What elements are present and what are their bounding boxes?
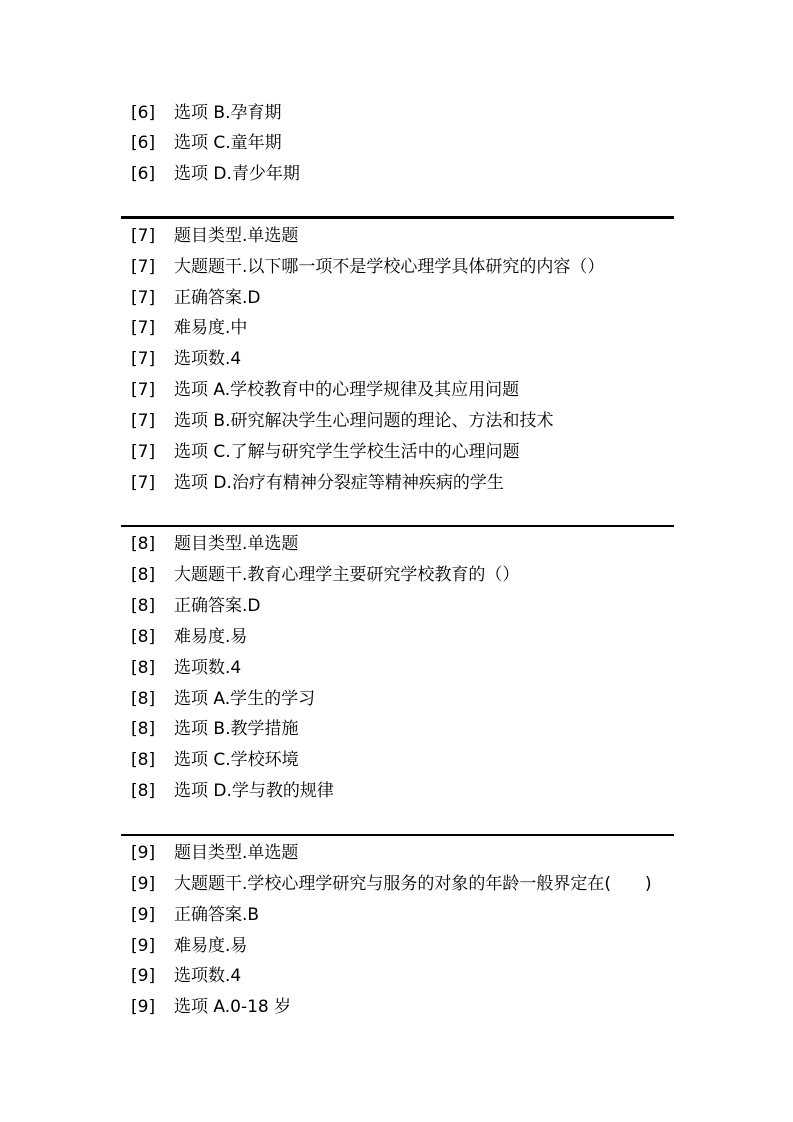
line-number: [8] [131,750,156,770]
line-text: 选项 B.研究解决学生心理问题的理论、方法和技术 [174,411,554,431]
line-text: 选项 D.治疗有精神分裂症等精神疾病的学生 [174,473,504,493]
block8-line-1 [131,532,298,556]
line-text: 选项 A.学生的学习 [174,689,316,709]
line-number: [8] [131,719,156,739]
block6-line-2 [131,131,282,155]
line-number: [9] [131,966,156,986]
line-text: 选项 D.青少年期 [174,164,300,184]
line-number: [8] [131,781,156,801]
line-number: [6] [131,133,156,153]
line-text: 选项 C.了解与研究学生学校生活中的心理问题 [174,442,520,462]
line-number: [7] [131,442,156,462]
block7-line-2 [131,255,604,279]
line-text: 大题题干.以下哪一项不是学校心理学具体研究的内容（） [174,257,605,277]
block8-line-9 [131,779,334,803]
line-number: [7] [131,411,156,431]
line-text: 选项 A.学校教育中的心理学规律及其应用问题 [174,380,520,400]
line-text: 选项 D.学与教的规律 [174,781,334,801]
block9-line-4 [131,934,247,958]
line-number: [7] [131,380,156,400]
block7-line-4 [131,316,247,340]
block7-line-3 [131,286,261,310]
block9-line-1 [131,841,298,865]
block7-line-1 [131,224,298,248]
block8-line-7 [131,717,298,741]
block9-line-3 [131,903,259,927]
separator-rule [121,216,674,219]
line-text: 选项数.4 [174,658,242,678]
block9-line-5 [131,964,241,988]
block8-line-3 [131,594,261,618]
line-number: [9] [131,874,156,894]
line-number: [9] [131,997,156,1017]
line-text: 正确答案.D [174,596,261,616]
block7-line-8 [131,440,520,464]
line-number: [6] [131,103,156,123]
block9-line-6 [131,995,291,1019]
line-number: [7] [131,288,156,308]
line-text: 正确答案.B [174,905,260,925]
line-text: 正确答案.D [174,288,261,308]
line-number: [7] [131,473,156,493]
line-number: [7] [131,349,156,369]
line-number: [9] [131,936,156,956]
line-number: [8] [131,627,156,647]
line-number: [8] [131,596,156,616]
block7-line-7 [131,409,553,433]
line-number: [8] [131,658,156,678]
line-text: 选项 A.0-18 岁 [174,997,292,1017]
line-text: 题目类型.单选题 [174,843,299,863]
block7-line-5 [131,347,241,371]
block6-line-3 [131,162,300,186]
line-text: 难易度.易 [174,627,248,647]
block8-line-8 [131,748,299,772]
separator-rule [121,525,674,527]
line-text: 题目类型.单选题 [174,534,299,554]
line-text: 大题题干.教育心理学主要研究学校教育的（） [174,565,520,585]
block8-line-6 [131,687,315,711]
line-number: [6] [131,164,156,184]
separator-rule [121,834,674,836]
block7-line-9 [131,471,504,495]
line-text: 选项 C.学校环境 [174,750,299,770]
line-text: 难易度.易 [174,936,248,956]
line-text: 难易度.中 [174,318,248,338]
line-number: [7] [131,318,156,338]
line-number: [9] [131,843,156,863]
line-number: [8] [131,689,156,709]
line-text: 选项数.4 [174,349,242,369]
line-text: 选项数.4 [174,966,242,986]
line-number: [7] [131,257,156,277]
block8-line-5 [131,656,241,680]
line-number: [8] [131,534,156,554]
line-number: [8] [131,565,156,585]
line-text: 题目类型.单选题 [174,226,299,246]
line-text: 选项 C.童年期 [174,133,282,153]
line-text: 选项 B.教学措施 [174,719,299,739]
line-text: 大题题干.学校心理学研究与服务的对象的年龄一般界定在( ) [174,874,652,894]
line-text: 选项 B.孕育期 [174,103,282,123]
block6-line-1 [131,101,281,125]
block8-line-4 [131,625,247,649]
line-number: [7] [131,226,156,246]
line-number: [9] [131,905,156,925]
block8-line-2 [131,563,519,587]
block9-line-2 [131,872,652,896]
block7-line-6 [131,378,519,402]
